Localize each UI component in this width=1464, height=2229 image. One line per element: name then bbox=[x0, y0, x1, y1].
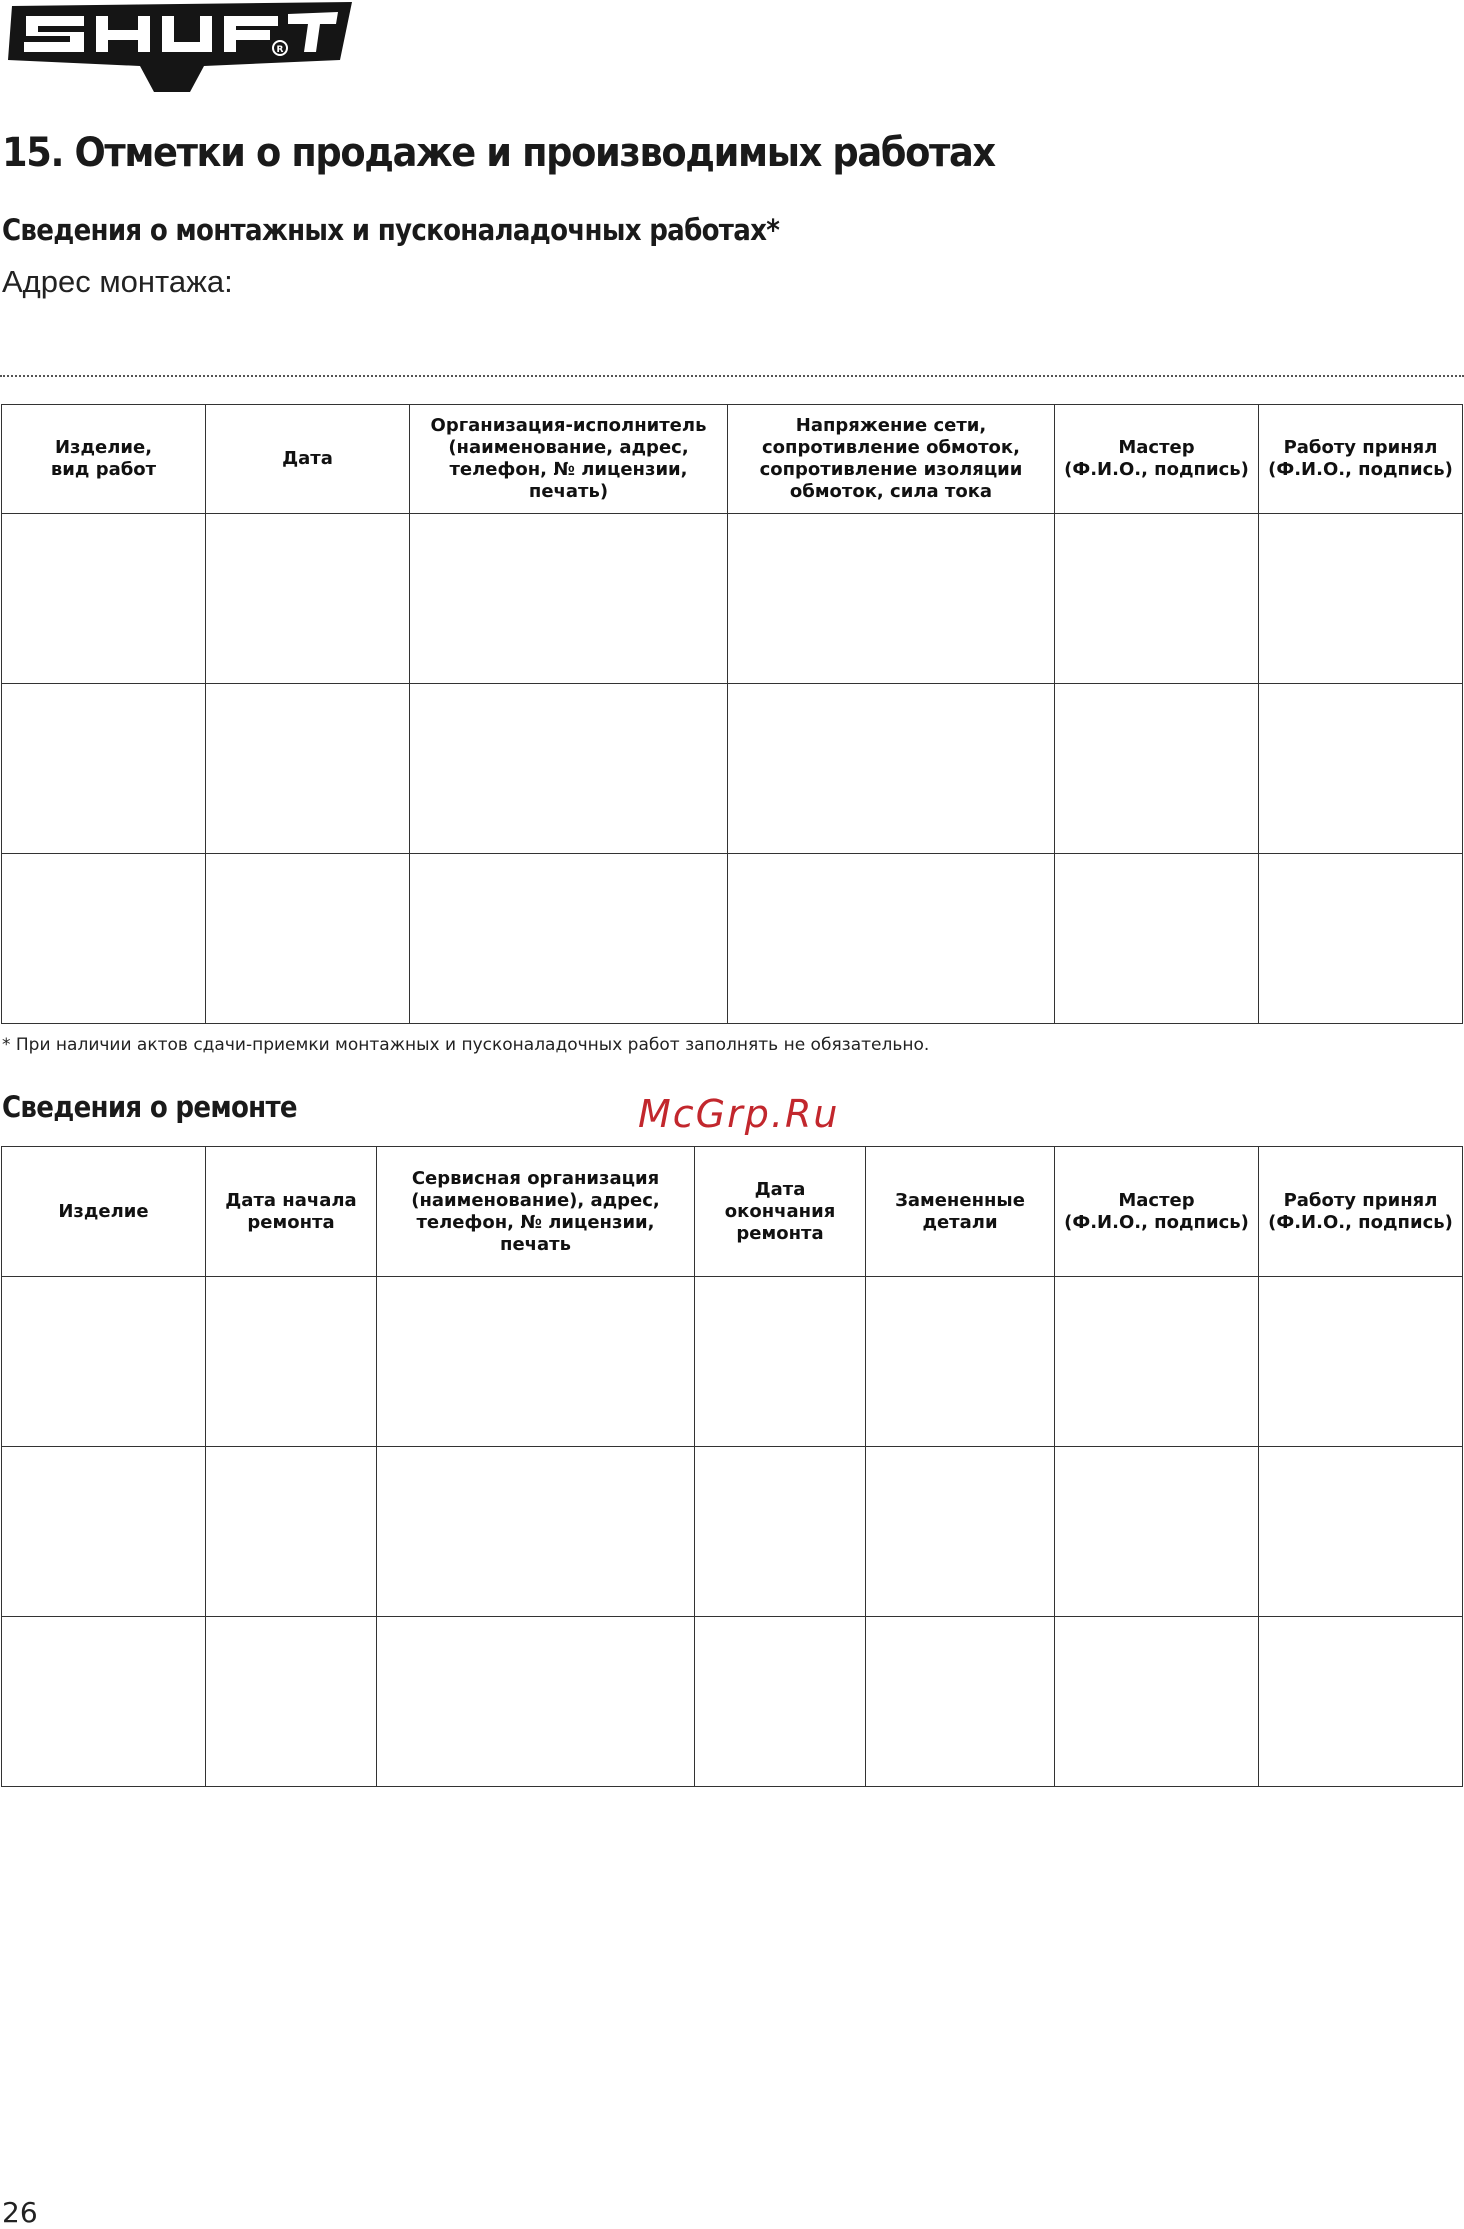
table-cell[interactable] bbox=[2, 684, 206, 854]
column-header: Замененные детали bbox=[866, 1147, 1055, 1277]
address-label: Адрес монтажа: bbox=[2, 264, 233, 299]
address-input-line[interactable] bbox=[0, 375, 1464, 377]
shuft-logo bbox=[4, 0, 352, 96]
table-cell[interactable] bbox=[695, 1617, 866, 1787]
watermark: McGrp.Ru bbox=[638, 1092, 840, 1136]
table-cell[interactable] bbox=[206, 1447, 377, 1617]
table-cell[interactable] bbox=[206, 514, 410, 684]
column-header: Изделие, вид работ bbox=[2, 405, 206, 514]
column-header: Дата начала ремонта bbox=[206, 1147, 377, 1277]
column-header: Изделие bbox=[2, 1147, 206, 1277]
table-cell[interactable] bbox=[1055, 684, 1259, 854]
column-header: Мастер (Ф.И.О., подпись) bbox=[1055, 405, 1259, 514]
table-cell[interactable] bbox=[1259, 854, 1463, 1024]
table-cell[interactable] bbox=[206, 1277, 377, 1447]
install-footnote: * При наличии актов сдачи-приемки монтажных и пусконаладочных работ заполнять не обязательно. bbox=[2, 1035, 930, 1055]
table-cell[interactable] bbox=[206, 684, 410, 854]
column-header: Работу принял (Ф.И.О., подпись) bbox=[1259, 405, 1463, 514]
table-cell[interactable] bbox=[377, 1447, 695, 1617]
table-cell[interactable] bbox=[695, 1277, 866, 1447]
table-cell[interactable] bbox=[728, 854, 1055, 1024]
table-cell[interactable] bbox=[1055, 1447, 1259, 1617]
table-cell[interactable] bbox=[206, 1617, 377, 1787]
table-cell[interactable] bbox=[2, 1277, 206, 1447]
table-cell[interactable] bbox=[695, 1447, 866, 1617]
table-cell[interactable] bbox=[2, 1447, 206, 1617]
table-cell[interactable] bbox=[1055, 854, 1259, 1024]
install-table bbox=[1, 404, 1463, 1024]
table-header-row bbox=[2, 1147, 1463, 1277]
table-cell[interactable] bbox=[866, 1447, 1055, 1617]
table-cell[interactable] bbox=[866, 1277, 1055, 1447]
repair-table bbox=[1, 1146, 1463, 1787]
table-row bbox=[2, 1617, 1463, 1787]
column-header: Мастер (Ф.И.О., подпись) bbox=[1055, 1147, 1259, 1277]
table-row bbox=[2, 1277, 1463, 1447]
table-cell[interactable] bbox=[410, 514, 728, 684]
section-title: 15. Отметки о продаже и производимых работах bbox=[2, 130, 995, 176]
table-cell[interactable] bbox=[1259, 684, 1463, 854]
page-number: 26 bbox=[2, 2196, 38, 2229]
table-cell[interactable] bbox=[410, 684, 728, 854]
table-cell[interactable] bbox=[866, 1617, 1055, 1787]
table-header-row bbox=[2, 405, 1463, 514]
table-cell[interactable] bbox=[1259, 514, 1463, 684]
svg-text:R: R bbox=[276, 45, 284, 55]
install-heading: Сведения о монтажных и пусконаладочных работах* bbox=[2, 213, 780, 247]
table-cell[interactable] bbox=[410, 854, 728, 1024]
table-cell[interactable] bbox=[377, 1277, 695, 1447]
table-row bbox=[2, 1447, 1463, 1617]
table-cell[interactable] bbox=[206, 854, 410, 1024]
table-cell[interactable] bbox=[1055, 1617, 1259, 1787]
table-cell[interactable] bbox=[2, 1617, 206, 1787]
column-header: Дата bbox=[206, 405, 410, 514]
table-cell[interactable] bbox=[1259, 1277, 1463, 1447]
column-header: Дата окончания ремонта bbox=[695, 1147, 866, 1277]
table-cell[interactable] bbox=[728, 514, 1055, 684]
table-cell[interactable] bbox=[377, 1617, 695, 1787]
table-cell[interactable] bbox=[2, 854, 206, 1024]
table-cell[interactable] bbox=[2, 514, 206, 684]
table-cell[interactable] bbox=[1055, 1277, 1259, 1447]
table-cell[interactable] bbox=[728, 684, 1055, 854]
column-header: Организация-исполнитель (наименование, адрес, телефон, № лицензии, печать) bbox=[410, 405, 728, 514]
repair-heading: Сведения о ремонте bbox=[2, 1090, 297, 1124]
column-header: Напряжение сети, сопротивление обмоток, сопротивление изоляции обмоток, сила тока bbox=[728, 405, 1055, 514]
table-row bbox=[2, 514, 1463, 684]
table-row bbox=[2, 684, 1463, 854]
table-cell[interactable] bbox=[1055, 514, 1259, 684]
table-cell[interactable] bbox=[1259, 1447, 1463, 1617]
column-header: Сервисная организация (наименование), адрес, телефон, № лицензии, печать bbox=[377, 1147, 695, 1277]
column-header: Работу принял (Ф.И.О., подпись) bbox=[1259, 1147, 1463, 1277]
table-cell[interactable] bbox=[1259, 1617, 1463, 1787]
table-row bbox=[2, 854, 1463, 1024]
